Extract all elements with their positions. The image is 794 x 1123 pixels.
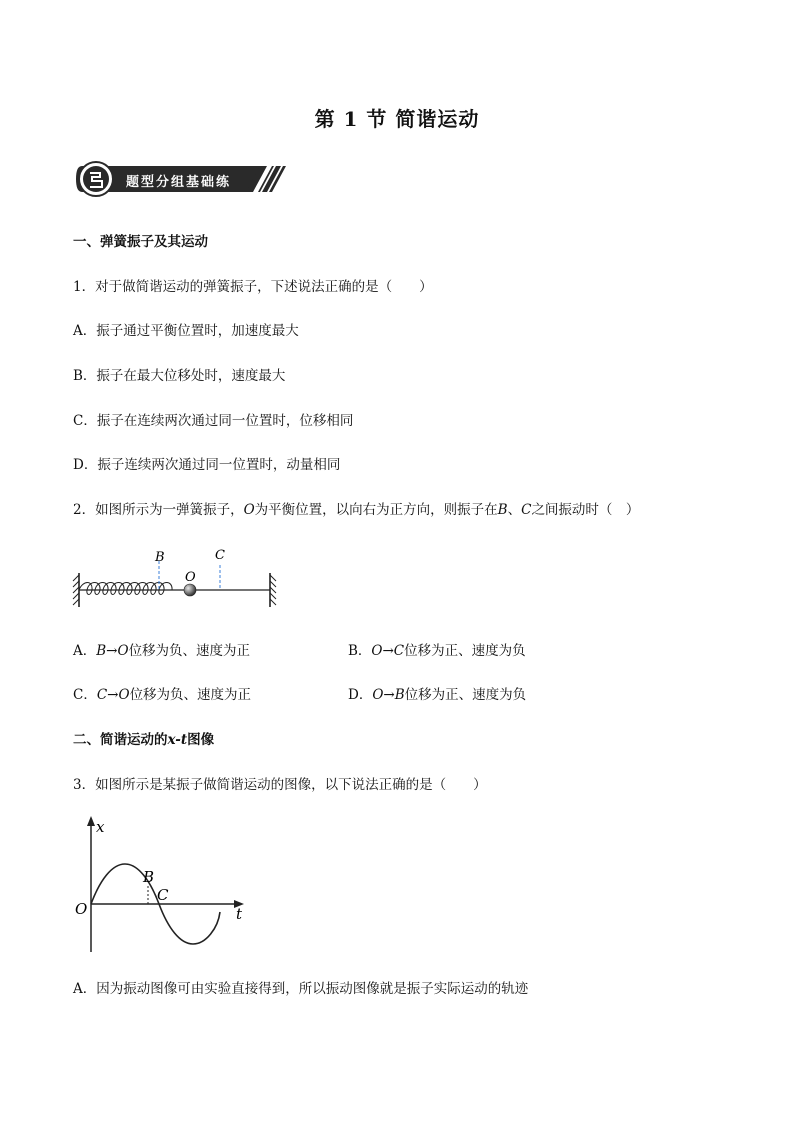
question-2-option-b bbox=[348, 641, 526, 661]
option-expression: O→B bbox=[372, 687, 405, 703]
question-1-stem: 1．对于做简谐运动的弹簧振子，下述说法正确的是（ ） bbox=[73, 279, 433, 295]
question-1-option-a: A．振子通过平衡位置时，加速度最大 bbox=[73, 323, 299, 339]
option-letter: C． bbox=[73, 687, 97, 703]
spring-oscillator-figure bbox=[70, 543, 282, 611]
question-2-option-d bbox=[348, 685, 526, 705]
option-letter: B． bbox=[348, 643, 372, 659]
section-2-heading-pre: 二、简谐运动的 bbox=[73, 732, 168, 748]
question-2-stem bbox=[73, 500, 639, 520]
question-2-stem-mid: 为平衡位置，以向右为正方向，则振子在 bbox=[254, 502, 498, 518]
question-3-stem: 3．如图所示是某振子做简谐运动的图像，以下说法正确的是（ ） bbox=[73, 777, 487, 793]
question-2-option-c bbox=[73, 685, 251, 705]
axis-x-label: x bbox=[96, 818, 105, 836]
question-1-option-b: B．振子在最大位移处时，速度最大 bbox=[73, 368, 286, 384]
option-expression: O→C bbox=[371, 643, 405, 659]
label-b: B bbox=[155, 550, 165, 565]
option-letter: A． bbox=[73, 643, 97, 659]
question-2-stem-sep: 、 bbox=[507, 502, 522, 518]
point-c-label: C bbox=[157, 886, 169, 904]
option-letter: D． bbox=[348, 687, 373, 703]
question-2-stem-post: 之间振动时（ ） bbox=[531, 502, 640, 518]
question-2-stem-b: B bbox=[497, 502, 508, 518]
option-text: 位移为正、速度为负 bbox=[404, 643, 526, 659]
question-2-stem-o: O bbox=[243, 502, 255, 518]
section-heading-2 bbox=[73, 730, 214, 750]
option-text: 位移为负、速度为正 bbox=[129, 687, 252, 703]
question-1-option-d: D．振子连续两次通过同一位置时，动量相同 bbox=[73, 457, 341, 473]
section-2-heading-var: x-t bbox=[167, 732, 188, 748]
option-text: 位移为负、速度为正 bbox=[128, 643, 251, 659]
label-c: C bbox=[215, 548, 225, 563]
question-3-option-a: A．因为振动图像可由实验直接得到，所以振动图像就是振子实际运动的轨迹 bbox=[73, 981, 529, 997]
axis-t-label: t bbox=[236, 905, 243, 923]
banner-label: 题型分组基础练 bbox=[126, 175, 232, 190]
xt-graph-figure bbox=[70, 812, 250, 956]
option-expression: B→O bbox=[96, 643, 129, 659]
question-2-stem-c: C bbox=[521, 502, 532, 518]
origin-label: O bbox=[75, 900, 88, 918]
question-2-option-a bbox=[73, 641, 250, 661]
section-heading-1: 一、弹簧振子及其运动 bbox=[73, 234, 208, 250]
page-title: 第 1 节 简谐运动 bbox=[314, 107, 480, 131]
point-b-label: B bbox=[143, 868, 155, 886]
option-text: 位移为正、速度为负 bbox=[404, 687, 527, 703]
section-2-heading-post: 图像 bbox=[187, 732, 215, 748]
question-2-stem-pre: 2．如图所示为一弹簧振子， bbox=[73, 502, 244, 518]
section-banner bbox=[74, 160, 286, 198]
option-expression: C→O bbox=[96, 687, 130, 703]
label-o: O bbox=[185, 570, 196, 585]
section-badge-icon bbox=[78, 161, 114, 197]
question-1-option-c: C．振子在连续两次通过同一位置时，位移相同 bbox=[73, 413, 354, 429]
